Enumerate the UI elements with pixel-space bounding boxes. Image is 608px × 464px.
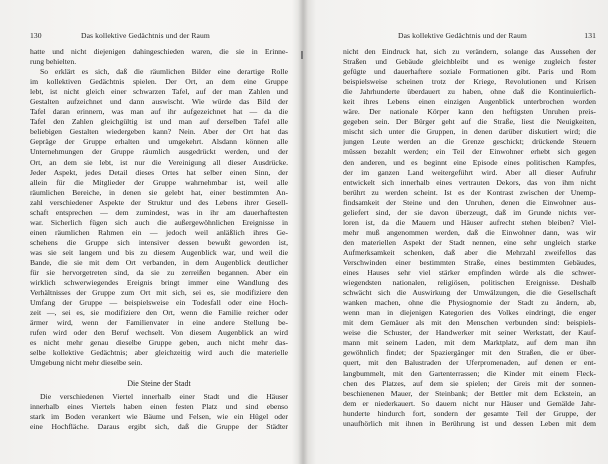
right-page-body	[343, 47, 596, 429]
text-line: nicht den Eindruck hat, sich zu verändern, solange das Aussehen der	[343, 47, 596, 56]
text-line: Tafel daran erinnern, was man auf ihr aufgezeichnet hat — da die	[30, 107, 288, 117]
margin-mark	[301, 51, 303, 59]
text-line: mit dem Gemäuer als mit den Menschen verbunden sind: beispiels-	[343, 318, 596, 328]
text-line: stark im Boden verankert wie Bäume und Felsen, wie ein Hügel oder	[30, 411, 288, 421]
right-page-number: 131	[584, 31, 596, 40]
text-line: den materiellen Aspekt der Stadt nennen, eine sehr ungleich starke	[343, 237, 596, 247]
text-line: dem er niederkauert. So dauern nicht nur Häuser und Gemälde Jahr-	[343, 398, 596, 408]
text-line: wirklich schwerwiegendes Ereignis bringt immer eine Wandlung des	[30, 278, 288, 288]
text-line: Straßen und Gebäude gleichbleibt und es wenige zugleich fester	[343, 57, 596, 67]
text-line: schehens die Gruppe sich intensiver dessen bewußt geworden ist,	[30, 237, 288, 247]
text-line: mehr muß angenommen werden, daß die Einwohner dann, was wir	[343, 227, 596, 237]
text-line: zeit —, sei es, sie modifiziere den Ort, wenn die Familie reicher oder	[30, 308, 288, 318]
text-line: den anderen, und es beginnt eine Episode eines politischen Kampfes,	[343, 157, 596, 167]
text-line: innerhalb eines Viertels haben einen festen Platz und sind ebenso	[30, 401, 288, 411]
section-heading: Die Steine der Stadt	[127, 378, 191, 388]
text-line: berührt zu werden scheint. Ist es der Kontrast zwischen der Unemp-	[343, 187, 596, 197]
text-line: Ort, an dem sie lebt, ist nur die Vereinigung all dieser Ausdrücke.	[30, 157, 288, 167]
text-line: Aufmerksamkeit schenken, daß aber die Mehrzahl zweifellos das	[343, 247, 596, 257]
text-line: langbummelt, mit den Gartenterrassen; die Kinder mit einem Fleck-	[343, 368, 596, 378]
text-line: Jeder Aspekt, jedes Detail dieses Ortes hat selber einen Sinn, der	[30, 167, 288, 177]
text-line: Die verschiedenen Viertel innerhalb einer Stadt und die Häuser	[40, 391, 288, 401]
text-line: Umgebung nicht mehr dieselbe sein.	[30, 358, 143, 368]
text-line: unaufhörlich mit ihnen in Berührung ist und dessen Leben mit dem	[343, 418, 596, 428]
text-line: jungen Leute werden an die Grenze geschickt; drückende Steuern	[343, 137, 596, 147]
text-line: chen des Platzes, auf dem sie spielen; der Greis mit der sonnen-	[343, 378, 596, 388]
text-line: loren ist, da die Mauern und Häuser aufrecht stehen bleiben? Viel-	[343, 217, 596, 227]
text-line: schaft entsprechen — dem zumindest, was in ihr am dauerhaftesten	[30, 207, 288, 217]
text-line: eine Hochfläche. Daraus ergibt sich, daß die Gruppe der Städter	[30, 421, 288, 431]
text-line: geliefert sind, der sie davon überzeugt, daß im Grunde nichts ver-	[343, 207, 596, 217]
text-line: Tafel den Zahlen gleichgültig ist und man auf derselben Tafel alle	[30, 117, 288, 127]
text-line: Bande, die sie mit dem Ort verbanden, in dem Augenblick deutlicher	[30, 257, 288, 267]
text-line: weise die Schuster, der Handwerker mit seiner Werkstatt, der Kauf-	[343, 328, 596, 338]
text-line: es nicht mehr genau dieselbe Gruppe geben, auch nicht mehr das-	[30, 338, 288, 348]
text-line: gewöhnlich findet; der Spaziergänger mit den Straßen, die er über-	[343, 348, 596, 358]
text-line: gegeben sein. Der Bürger geht auf die Straße, liest die Neuigkeiten,	[343, 117, 596, 127]
text-line: mann mit seinem Laden, mit dem Marktplatz, auf dem man ihn	[343, 338, 596, 348]
text-line: So erklärt es sich, daß die räumlichen Bilder eine derartige Rolle	[40, 67, 288, 77]
text-line: beschienenen Mauer, der Steinbank; der Bettler mit dem Eckstein, an	[343, 388, 596, 398]
text-line: müssen bezahlt werden; ein Teil der Einwohner erhebt sich gegen	[343, 147, 596, 157]
text-line: Gepräge der Gruppe erhalten und umgekehrt. Alsdann können alle	[30, 137, 288, 147]
text-line: Umfang der Gruppe — beispielsweise ein Todesfall oder eine Hoch-	[30, 298, 288, 308]
left-page-number: 130	[30, 31, 42, 40]
text-line: Gestalten aufzeichnet und dann auswischt. Wie würde das Bild der	[30, 97, 288, 107]
text-line: rung behielten.	[30, 57, 77, 67]
text-line: beliebigen Gestalten wiedergeben kann? Nein. Aber der Ort hat das	[30, 127, 288, 137]
text-line: schwächt sich die Auswirkung der Umwälzungen, die die Gesellschaft	[343, 288, 596, 298]
text-line: entwickelt sich innerhalb eines vertrauten Dekors, das von ihm nicht	[343, 177, 596, 187]
text-line: allein für die Mitglieder der Gruppe wahrnehmbar ist, weil alle	[30, 177, 288, 187]
text-line: keit ihres Lebens einen einzigen Augenblick unterbrochen worden	[343, 97, 596, 107]
text-line: zahl verschiedener Aspekte der Struktur und des Lebens ihrer Gesell-	[30, 197, 288, 207]
text-line: wanken machen, ohne die Physiognomie der Stadt zu ändern, ab,	[343, 298, 596, 308]
text-line: räumlichen Bereiche, in denen sie gelebt hat, einer bestimmten An-	[30, 187, 288, 197]
text-line: ärmer wird, wenn der Familienvater in eine andere Stellung be-	[30, 318, 288, 328]
text-line: lebt, ist nicht gleich einer schwarzen Tafel, auf der man Zahlen und	[30, 87, 288, 97]
text-line: was sie seit langem und bis zu diesem Augenblick war, und weil die	[30, 247, 288, 257]
text-line: hatte und nicht diejenigen dahingeschieden waren, die sie in Erinne-	[30, 47, 288, 56]
text-line: die Jahrhunderte überdauert zu haben, ohne daß die Kontinuierlich-	[343, 87, 596, 97]
text-line: für sie hervorgetreten sind, da sie zu zerreißen begannen. Aber ein	[30, 268, 288, 278]
text-line: quert, mit den Balustraden der Uferpromenaden, auf denen er ent-	[343, 358, 596, 368]
text-line: beispielsweise scheinen trotz der Kriege, Revolutionen und Krisen	[343, 77, 596, 87]
text-line: war. Sicherlich fügen sich auch die außergewöhnlichen Ereignisse in	[30, 217, 288, 227]
text-line: einen räumlichen Rahmen ein — jedoch weil anläßlich ihres Ge-	[30, 227, 288, 237]
right-running-head: Das kollektive Gedächtnis und der Raum	[398, 31, 527, 40]
text-line: wenn man in diejenigen Kategorien des Volkes eindringt, die enger	[343, 308, 596, 318]
text-line: Unternehmungen der Gruppe räumlich ausgedrückt werden, und der	[30, 147, 288, 157]
text-line: der im ganzen Land weitergeführt wird. Aber all dieser Aufruhr	[343, 167, 596, 177]
text-line: im kollektiven Gedächtnis spielen. Der Ort, an dem eine Gruppe	[30, 77, 288, 87]
text-line: Verschwinden einer bestimmten Straße, eines bestimmten Gebäudes,	[343, 257, 596, 267]
text-line: findsamkeit der Steine und den Unruhen, denen die Einwohner aus-	[343, 197, 596, 207]
left-page-body	[30, 47, 288, 432]
right-page	[306, 0, 608, 464]
text-line: wäre. Der nationale Körper kann den heftigsten Unruhen preis-	[343, 107, 596, 117]
text-line: Verhältnisses der Gruppe zum Ort mit sich, sei es, sie modifiziere den	[30, 288, 288, 298]
text-line: eines Hauses sehr viel stärker empfinden würde als die schwer-	[343, 268, 596, 278]
text-line: wiegendsten nationalen, religiösen, politischen Ereignisse. Deshalb	[343, 278, 596, 288]
text-line: rufen wird oder den Beruf wechselt. Von diesem Augenblick an wird	[30, 328, 288, 338]
text-line: hunderte hindurch fort, sondern der gesamte Teil der Gruppe, der	[343, 408, 596, 418]
text-line: gefügte und dauerhaftere soziale Formationen gibt. Paris und Rom	[343, 67, 596, 77]
text-line: selbe kollektive Gedächtnis; aber gleichzeitig wird auch die materielle	[30, 348, 288, 358]
text-line: mischt sich unter die Gruppen, in denen darüber diskutiert wird; die	[343, 127, 596, 137]
left-page	[0, 0, 300, 464]
left-running-head: Das kollektive Gedächtnis und der Raum	[81, 31, 210, 40]
